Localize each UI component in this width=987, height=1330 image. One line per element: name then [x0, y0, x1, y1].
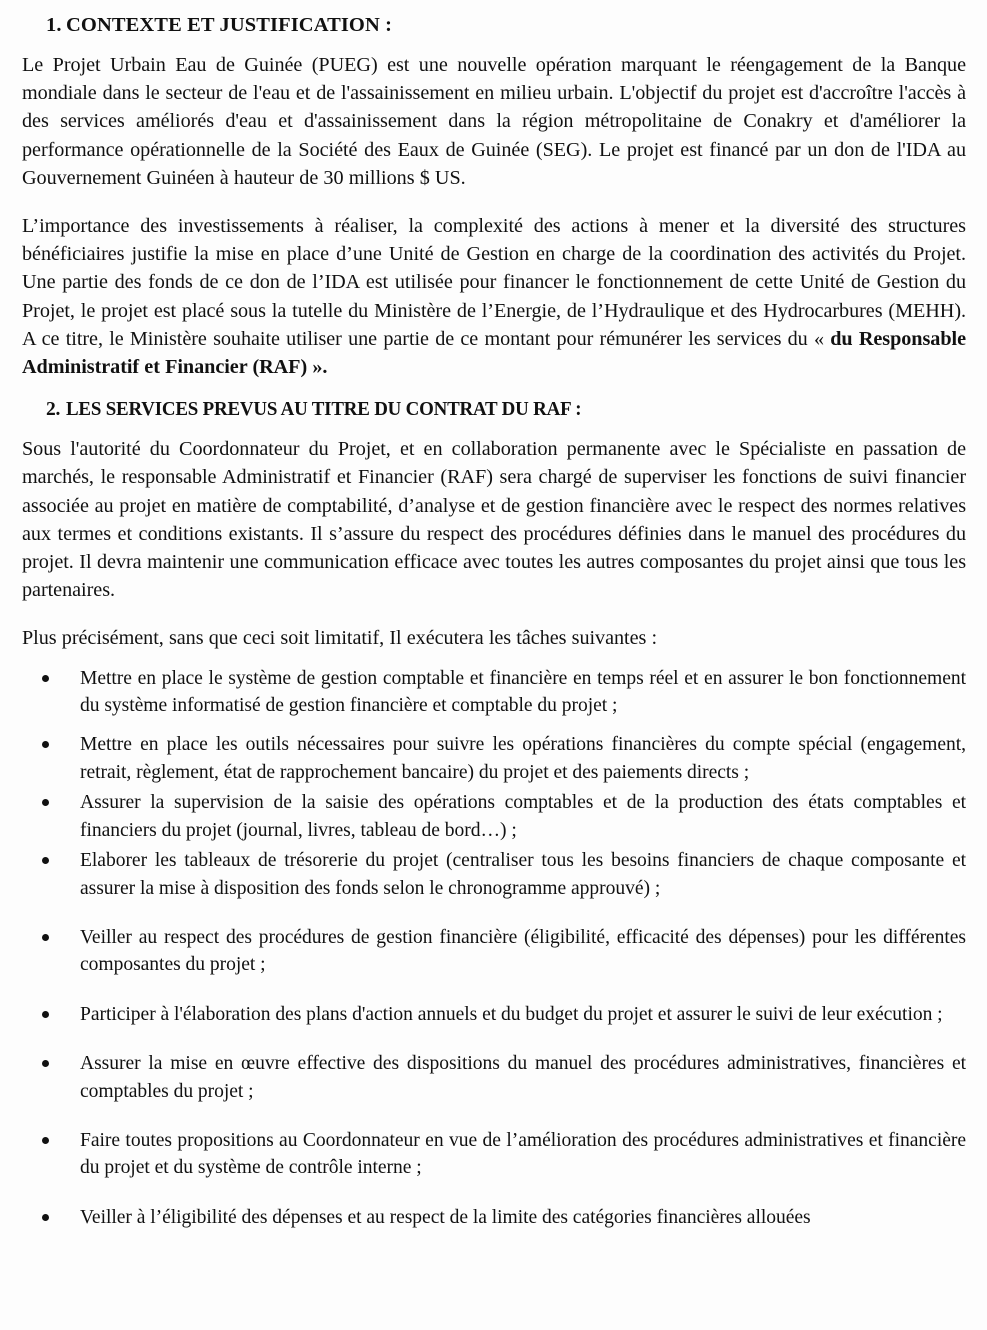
list-item-text: Faire toutes propositions au Coordonnateur en vue de l’amélioration des procédures administratives et financière du projet et du système de contrôle interne ;	[80, 1129, 966, 1179]
paragraph-importance-text: L’importance des investissements à réaliser, la complexité des actions à mener et la diversité des structures bénéficiaires justifie la mise en place d’une Unité de Gestion en charge de la coordination des activités du Projet. Une partie des fonds de ce don de l’IDA est utilisée pour financer le fonctionnement de cette Unité de Gestion du Projet, le projet est placé sous la tutelle du Ministère de l’Energie, de l’Hydraulique et des Hydrocarbures (MEHH). A ce titre, le Ministère souhaite utiliser une partie de ce montant pour rémunérer les services du «	[22, 215, 966, 350]
bullet-icon	[42, 1011, 49, 1018]
list-item-text: Elaborer les tableaux de trésorerie du projet (centraliser tous les besoins financiers de chaque composante et assurer la mise à disposition des fonds selon le chronogramme approuvé) ;	[80, 850, 966, 899]
bullet-icon	[42, 741, 49, 748]
list-item	[22, 665, 966, 720]
bullet-icon	[42, 1214, 49, 1221]
list-item-text: Mettre en place le système de gestion comptable et financière en temps réel et en assurer le bon fonctionnement du système informatisé de gestion financière et comptable du projet ;	[80, 667, 966, 717]
list-item	[22, 924, 966, 979]
list-item-text: Participer à l'élaboration des plans d'action annuels et du budget du projet et assurer le suivi de leur exécution ;	[80, 1003, 943, 1025]
bullet-icon	[42, 857, 49, 864]
paragraph-autorite: Sous l'autorité du Coordonnateur du Projet, et en collaboration permanente avec le Spécialiste en passation de marchés, le responsable Administratif et Financier (RAF) sera chargé de superviser les fonctions de suivi financier associée au projet en matière de comptabilité, d’analyse et de gestion financière avec le respect des normes relatives aux termes et conditions existants. Il s’assure du respect des procédures définies dans le manuel des procédures du projet. Il devra maintenir une communication efficace avec toutes les autres composantes du projet ainsi que tous les partenaires.	[22, 438, 966, 602]
task-list	[22, 665, 966, 1232]
paragraph-importance-bold: du Responsable Administratif et Financier (RAF) ».	[22, 327, 966, 379]
list-item	[22, 1050, 966, 1105]
list-item	[22, 847, 966, 902]
section-title-1: CONTEXTE ET JUSTIFICATION :	[66, 14, 393, 36]
list-item-text: Veiller au respect des procédures de gestion financière (éligibilité, efficacité des dépenses) pour les différentes composantes du projet ;	[80, 926, 966, 976]
section-number-2: 2.	[46, 399, 61, 421]
bullet-icon	[42, 1137, 49, 1144]
bullet-icon	[42, 799, 49, 806]
bullet-icon	[42, 1060, 49, 1067]
paragraph-contexte: Le Projet Urbain Eau de Guinée (PUEG) est une nouvelle opération marquant le réengagement de la Banque mondiale dans le secteur de l'eau et de l'assainissement en milieu urbain. L'objectif du projet est d'accroître l'accès à des services améliorés d'eau et d'assainissement dans la région métropolitaine de Conakry et d'améliorer la performance opérationnelle de la Société des Eaux de Guinée (SEG). Le projet est financé par un don de l'IDA au Gouvernement Guinéen à hauteur de 30 millions $ US.	[22, 54, 966, 189]
section-heading-2	[22, 399, 966, 421]
paragraph-precisement: Plus précisément, sans que ceci soit limitatif, Il exécutera les tâches suivantes :	[22, 627, 658, 650]
list-item	[22, 731, 966, 786]
document-content	[22, 8, 966, 1231]
list-item-text: Veiller à l’éligibilité des dépenses et au respect de la limite des catégories financières allouées	[80, 1206, 811, 1228]
section-number-1: 1.	[46, 14, 62, 36]
list-item	[22, 1001, 966, 1028]
section-heading-1	[22, 14, 966, 37]
list-item	[22, 1204, 966, 1231]
list-item	[22, 789, 966, 844]
list-item-text: Assurer la supervision de la saisie des opérations comptables et de la production des états comptables et financiers du projet (journal, livres, tableau de bord…) ;	[80, 792, 966, 841]
bullet-icon	[42, 675, 49, 682]
paragraph-importance	[22, 212, 966, 381]
bullet-icon	[42, 934, 49, 941]
list-item-text: Assurer la mise en œuvre effective des dispositions du manuel des procédures administratives, financières et comptables du projet ;	[80, 1053, 966, 1102]
list-item	[22, 1127, 966, 1182]
section-title-2: LES SERVICES PREVUS AU TITRE DU CONTRAT DU RAF :	[66, 399, 582, 421]
list-item-text: Mettre en place les outils nécessaires pour suivre les opérations financières du compte spécial (engagement, retrait, règlement, état de rapprochement bancaire) du projet et des paiements directs ;	[80, 734, 966, 783]
